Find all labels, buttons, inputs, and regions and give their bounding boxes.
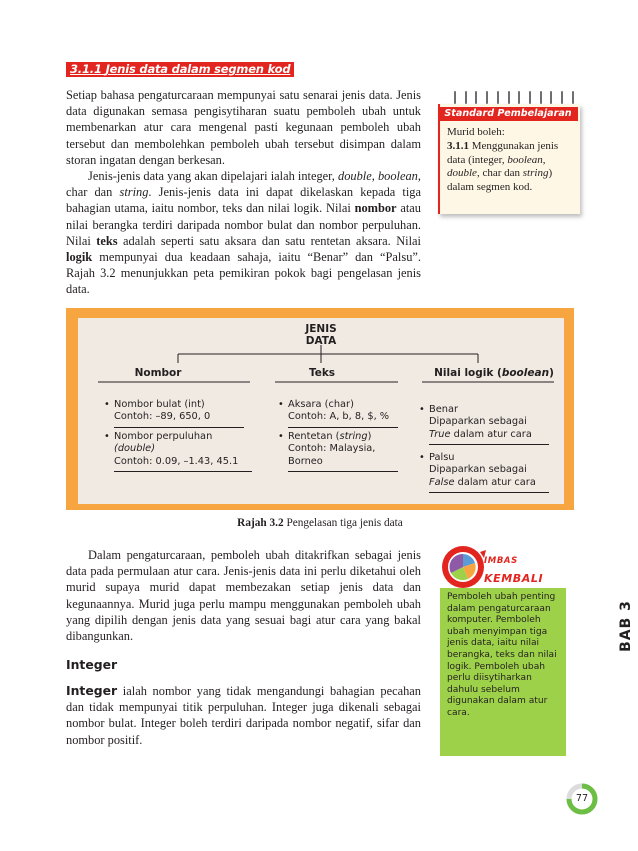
standard-card-body: Murid boleh: 3.1.1 Menggunakan jenis data (integer, boolean, double, char dan string) dalam segmen kod. bbox=[447, 126, 559, 194]
column-heading-nombor: Nombor bbox=[134, 367, 182, 379]
figure-caption: Rajah 3.2 Pengelasan tiga jenis data bbox=[237, 517, 403, 529]
recap-text: Pemboleh ubah penting dalam pengaturcaraan komputer. Pemboleh ubah menyimpan tiga jenis data, iaitu nilai berangka, teks dan nilai logik. Pemboleh ubah perlu diisytiharkan dahulu sebelum digunakan dalam atur cara. bbox=[447, 592, 557, 718]
list-item: • Nombor perpuluhan (double) Contoh: 0.09, –1.43, 45.1 bbox=[104, 431, 252, 472]
section-number: 3.1.1 bbox=[70, 62, 102, 76]
recap-pie-icon bbox=[440, 544, 486, 590]
diagram-root: JENIS DATA bbox=[305, 323, 337, 347]
section-title: Jenis data dalam segmen kod bbox=[105, 62, 291, 76]
intro-text: Setiap bahasa pengaturcaraan mempunyai satu senarai jenis data. Jenis data digunakan semasa pengisytiharan suatu pemboleh ubah untuk membenarkan atur cara mengenal pasti kegunaan pemboleh ubah tersebut dan membolehkan pemboleh ubah tersebut disimpan dalam storan ingatan dengan berkesan. bbox=[66, 88, 421, 167]
list-item: • Benar Dipaparkan sebagai True dalam atur cara bbox=[419, 404, 549, 445]
standard-card-header: Standard Pembelajaran bbox=[438, 107, 578, 121]
column-heading-logik: Nilai logik (boolean) bbox=[434, 367, 554, 379]
types-paragraph: Jenis-jenis data yang akan dipelajari ialah integer, double, boolean, char dan string. Jenis-jenis data ini dapat dikelaskan kepada tiga bahagian utama, iaitu nombor, teks dan nilai logik. Nilai nombor atau nilai berangka terdiri daripada nombor bulat dan nombor perpuluhan. Nilai teks adalah seperti satu aksara dan satu rentetan aksara. Nilai logik mempunyai dua keadaan sahaja, iaitu “Benar” dan “Palsu”. Rajah 3.2 menunjukkan peta pemikiran pokok bagi pengelasan jenis data. bbox=[66, 169, 422, 297]
integer-heading: Integer bbox=[66, 657, 118, 672]
list-item: • Palsu Dipaparkan sebagai False dalam atur cara bbox=[419, 452, 549, 493]
recap-title: IMBAS KEMBALI bbox=[484, 556, 544, 585]
column-heading-teks: Teks bbox=[308, 367, 336, 379]
page-number: 77 bbox=[575, 793, 589, 804]
section-heading bbox=[66, 62, 294, 77]
list-item: • Nombor bulat (int) Contoh: –89, 650, 0 bbox=[104, 399, 244, 428]
list-item: • Rentetan (string) Contoh: Malaysia, Borneo bbox=[278, 431, 398, 472]
intro-paragraph bbox=[66, 87, 421, 298]
integer-paragraph: Integer ialah nombor yang tidak mengandungi bahagian pecahan dan tidak mempunyai titik perpuluhan. Integer juga dikenali sebagai nombor bulat. Integer boleh terdiri daripada nombor negatif, sifar dan nombor positif. bbox=[66, 683, 421, 747]
chapter-label: BAB 3 bbox=[618, 600, 634, 652]
list-item: • Aksara (char) Contoh: A, b, 8, $, % bbox=[278, 399, 398, 428]
programming-paragraph: Dalam pengaturcaraan, pemboleh ubah ditakrifkan sebagai jenis data pada permulaan atur cara. Jenis-jenis data ini perlu diketahui oleh murid supaya murid dapat membezakan setiap jenis data dan kegunaannya. Murid juga perlu mampu menggunakan pemboleh ubah yang dipilih dengan jenis data yang sesuai bagi atur cara yang bakal dibangunkan. bbox=[66, 548, 421, 644]
card-binder-rings bbox=[454, 91, 574, 105]
